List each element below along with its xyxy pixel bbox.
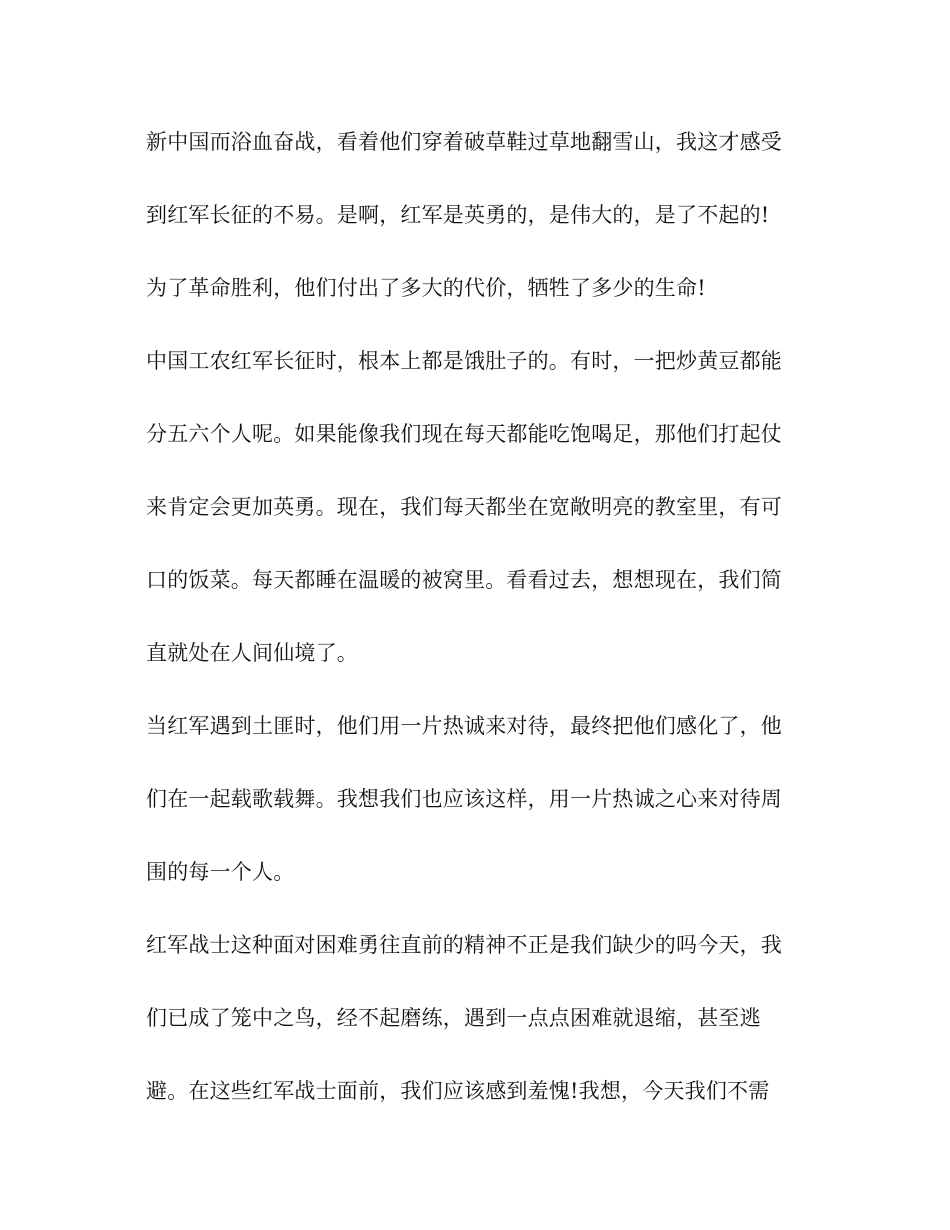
text-line: 避。在这些红军战士面前，我们应该感到羞愧!我想，今天我们不需	[146, 1079, 770, 1103]
text-line: 当红军遇到土匪时，他们用一片热诚来对待，最终把他们感化了，他	[146, 714, 782, 738]
text-line: 们已成了笼中之鸟，经不起磨练，遇到一点点困难就退缩，甚至逃	[146, 1006, 761, 1030]
text-line: 围的每一个人。	[146, 860, 295, 884]
text-line: 来肯定会更加英勇。现在，我们每天都坐在宽敞明亮的教室里，有可	[146, 495, 782, 519]
text-line: 为了革命胜利，他们付出了多大的代价，牺牲了多少的生命!	[146, 276, 706, 300]
text-line: 直就处在人间仙境了。	[146, 641, 358, 665]
text-line: 口的饭菜。每天都睡在温暖的被窝里。看看过去，想想现在，我们简	[146, 568, 782, 592]
text-line: 中国工农红军长征时，根本上都是饿肚子的。有时，一把炒黄豆都能	[146, 349, 782, 373]
text-line: 们在一起载歌载舞。我想我们也应该这样，用一片热诚之心来对待周	[146, 787, 782, 811]
text-line: 到红军长征的不易。是啊，红军是英勇的，是伟大的，是了不起的!	[146, 203, 770, 227]
text-line: 红军战士这种面对困难勇往直前的精神不正是我们缺少的吗今天，我	[146, 933, 782, 957]
text-line: 新中国而浴血奋战，看着他们穿着破草鞋过草地翻雪山，我这才感受	[146, 130, 782, 154]
text-line: 分五六个人呢。如果能像我们现在每天都能吃饱喝足，那他们打起仗	[146, 422, 782, 446]
